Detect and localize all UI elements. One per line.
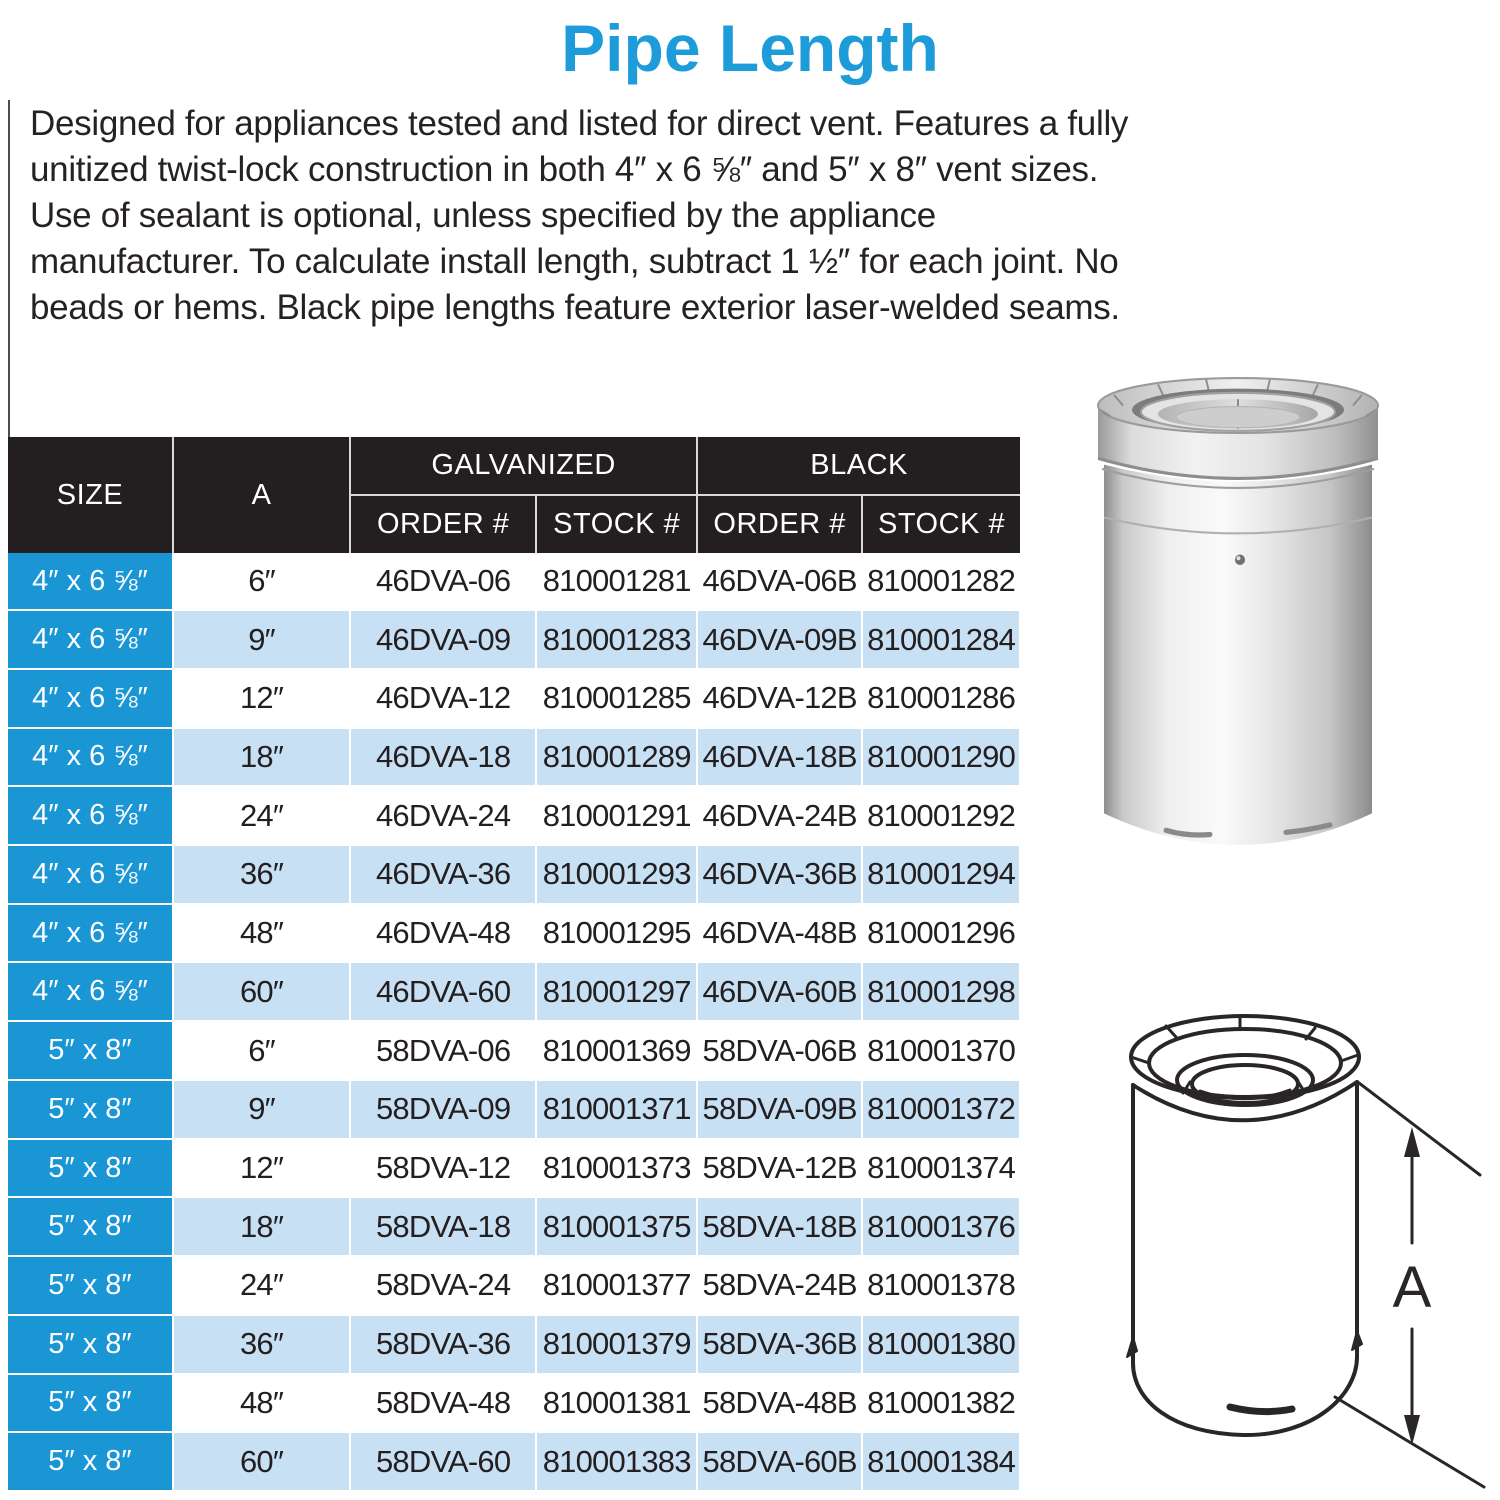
size-cell: 4″ x 6 ⅝″ — [8, 845, 173, 904]
size-cell: 5″ x 8″ — [8, 1197, 173, 1256]
galv-order-cell: 58DVA-48 — [350, 1374, 536, 1433]
galv-order-cell: 46DVA-24 — [350, 786, 536, 845]
dimension-label: A — [1392, 1255, 1432, 1320]
galv-order-cell: 46DVA-48 — [350, 904, 536, 963]
size-cell: 4″ x 6 ⅝″ — [8, 610, 173, 669]
black-order-cell: 46DVA-60B — [697, 962, 862, 1021]
galv-stock-cell: 810001369 — [536, 1021, 697, 1080]
header-galv-stock: STOCK # — [536, 495, 697, 553]
galv-stock-cell: 810001291 — [536, 786, 697, 845]
galv-stock-cell: 810001381 — [536, 1374, 697, 1433]
size-cell: 5″ x 8″ — [8, 1432, 173, 1491]
black-stock-cell: 810001298 — [862, 962, 1020, 1021]
left-rule-line — [8, 100, 10, 437]
size-cell: 5″ x 8″ — [8, 1139, 173, 1198]
galv-stock-cell: 810001297 — [536, 962, 697, 1021]
galv-order-cell: 58DVA-09 — [350, 1080, 536, 1139]
black-stock-cell: 810001370 — [862, 1021, 1020, 1080]
table-row — [8, 610, 1020, 669]
header-size: SIZE — [8, 437, 173, 553]
a-cell: 9″ — [173, 610, 350, 669]
size-cell: 4″ x 6 ⅝″ — [8, 553, 173, 610]
black-order-cell: 58DVA-60B — [697, 1432, 862, 1491]
galv-stock-cell: 810001379 — [536, 1315, 697, 1374]
pipe-dimension-drawing — [1080, 985, 1490, 1500]
table-row — [8, 1315, 1020, 1374]
galv-order-cell: 58DVA-36 — [350, 1315, 536, 1374]
size-cell: 4″ x 6 ⅝″ — [8, 669, 173, 728]
a-cell: 24″ — [173, 786, 350, 845]
galv-order-cell: 58DVA-06 — [350, 1021, 536, 1080]
header-black: BLACK — [697, 437, 1020, 495]
black-stock-cell: 810001294 — [862, 845, 1020, 904]
galv-stock-cell: 810001281 — [536, 553, 697, 610]
galv-order-cell: 46DVA-60 — [350, 962, 536, 1021]
arrow-up — [1404, 1127, 1420, 1157]
table-row — [8, 1374, 1020, 1433]
size-cell: 5″ x 8″ — [8, 1256, 173, 1315]
header-black-order: ORDER # — [697, 495, 862, 553]
galv-stock-cell: 810001289 — [536, 728, 697, 787]
black-order-cell: 58DVA-18B — [697, 1197, 862, 1256]
black-stock-cell: 810001378 — [862, 1256, 1020, 1315]
a-cell: 6″ — [173, 553, 350, 610]
size-cell: 5″ x 8″ — [8, 1021, 173, 1080]
table-row — [8, 904, 1020, 963]
a-cell: 9″ — [173, 1080, 350, 1139]
black-stock-cell: 810001296 — [862, 904, 1020, 963]
galv-order-cell: 58DVA-60 — [350, 1432, 536, 1491]
table-row — [8, 1139, 1020, 1198]
table-header — [8, 437, 1020, 553]
size-cell: 4″ x 6 ⅝″ — [8, 728, 173, 787]
galv-order-cell: 46DVA-06 — [350, 553, 536, 610]
size-cell: 4″ x 6 ⅝″ — [8, 962, 173, 1021]
header-a: A — [173, 437, 350, 553]
table-body — [8, 553, 1020, 1491]
galv-order-cell: 46DVA-18 — [350, 728, 536, 787]
black-stock-cell: 810001372 — [862, 1080, 1020, 1139]
black-order-cell: 58DVA-48B — [697, 1374, 862, 1433]
black-order-cell: 46DVA-24B — [697, 786, 862, 845]
black-order-cell: 46DVA-12B — [697, 669, 862, 728]
size-cell: 4″ x 6 ⅝″ — [8, 904, 173, 963]
table-row — [8, 1432, 1020, 1491]
table-row — [8, 962, 1020, 1021]
a-cell: 18″ — [173, 728, 350, 787]
table-row — [8, 1256, 1020, 1315]
a-cell: 60″ — [173, 962, 350, 1021]
galv-order-cell: 58DVA-18 — [350, 1197, 536, 1256]
table-row — [8, 845, 1020, 904]
a-cell: 12″ — [173, 1139, 350, 1198]
galv-stock-cell: 810001285 — [536, 669, 697, 728]
galv-stock-cell: 810001371 — [536, 1080, 697, 1139]
size-cell: 5″ x 8″ — [8, 1315, 173, 1374]
galv-order-cell: 46DVA-09 — [350, 610, 536, 669]
black-stock-cell: 810001382 — [862, 1374, 1020, 1433]
galv-stock-cell: 810001375 — [536, 1197, 697, 1256]
galv-stock-cell: 810001293 — [536, 845, 697, 904]
black-order-cell: 46DVA-09B — [697, 610, 862, 669]
black-order-cell: 46DVA-18B — [697, 728, 862, 787]
black-stock-cell: 810001284 — [862, 610, 1020, 669]
table-row — [8, 1197, 1020, 1256]
size-cell: 4″ x 6 ⅝″ — [8, 786, 173, 845]
galv-order-cell: 46DVA-12 — [350, 669, 536, 728]
a-cell: 24″ — [173, 1256, 350, 1315]
intro-paragraph: Designed for appliances tested and listed for direct vent. Features a fully unitized twist-lock construction in both 4″ x 6 ⅝″ and 5″ x 8″ vent sizes. Use of sealant is optional, unless specified by the appliance manufacturer. To calculate install length, subtract 1 ½″ for each joint. No beads or hems. Black pipe lengths feature exterior laser-welded seams. — [30, 104, 1129, 327]
galv-stock-cell: 810001283 — [536, 610, 697, 669]
pipe-photo — [1088, 340, 1388, 900]
black-order-cell: 58DVA-06B — [697, 1021, 862, 1080]
a-cell: 48″ — [173, 904, 350, 963]
galv-order-cell: 58DVA-24 — [350, 1256, 536, 1315]
black-stock-cell: 810001384 — [862, 1432, 1020, 1491]
pipe-length-table — [8, 437, 1021, 1492]
black-stock-cell: 810001290 — [862, 728, 1020, 787]
table-row — [8, 786, 1020, 845]
galv-order-cell: 46DVA-36 — [350, 845, 536, 904]
black-order-cell: 46DVA-48B — [697, 904, 862, 963]
a-cell: 6″ — [173, 1021, 350, 1080]
a-cell: 48″ — [173, 1374, 350, 1433]
table-row — [8, 553, 1020, 610]
black-stock-cell: 810001380 — [862, 1315, 1020, 1374]
black-order-cell: 58DVA-12B — [697, 1139, 862, 1198]
black-stock-cell: 810001286 — [862, 669, 1020, 728]
black-order-cell: 46DVA-06B — [697, 553, 862, 610]
a-cell: 36″ — [173, 845, 350, 904]
black-order-cell: 58DVA-24B — [697, 1256, 862, 1315]
black-stock-cell: 810001292 — [862, 786, 1020, 845]
pipe-drawing-graphic — [1080, 985, 1490, 1500]
a-cell: 12″ — [173, 669, 350, 728]
a-cell: 18″ — [173, 1197, 350, 1256]
black-order-cell: 46DVA-36B — [697, 845, 862, 904]
black-order-cell: 58DVA-09B — [697, 1080, 862, 1139]
page-title: Pipe Length — [561, 11, 939, 85]
size-cell: 5″ x 8″ — [8, 1374, 173, 1433]
a-cell: 36″ — [173, 1315, 350, 1374]
galv-stock-cell: 810001377 — [536, 1256, 697, 1315]
table-row — [8, 669, 1020, 728]
black-stock-cell: 810001282 — [862, 553, 1020, 610]
black-stock-cell: 810001374 — [862, 1139, 1020, 1198]
pipe-photo-graphic — [1088, 340, 1388, 900]
header-black-stock: STOCK # — [862, 495, 1020, 553]
table-row — [8, 1021, 1020, 1080]
galv-stock-cell: 810001373 — [536, 1139, 697, 1198]
table-row — [8, 728, 1020, 787]
header-galvanized: GALVANIZED — [350, 437, 697, 495]
galv-stock-cell: 810001295 — [536, 904, 697, 963]
galv-order-cell: 58DVA-12 — [350, 1139, 536, 1198]
a-cell: 60″ — [173, 1432, 350, 1491]
size-cell: 5″ x 8″ — [8, 1080, 173, 1139]
galv-stock-cell: 810001383 — [536, 1432, 697, 1491]
header-galv-order: ORDER # — [350, 495, 536, 553]
black-stock-cell: 810001376 — [862, 1197, 1020, 1256]
table-row — [8, 1080, 1020, 1139]
black-order-cell: 58DVA-36B — [697, 1315, 862, 1374]
